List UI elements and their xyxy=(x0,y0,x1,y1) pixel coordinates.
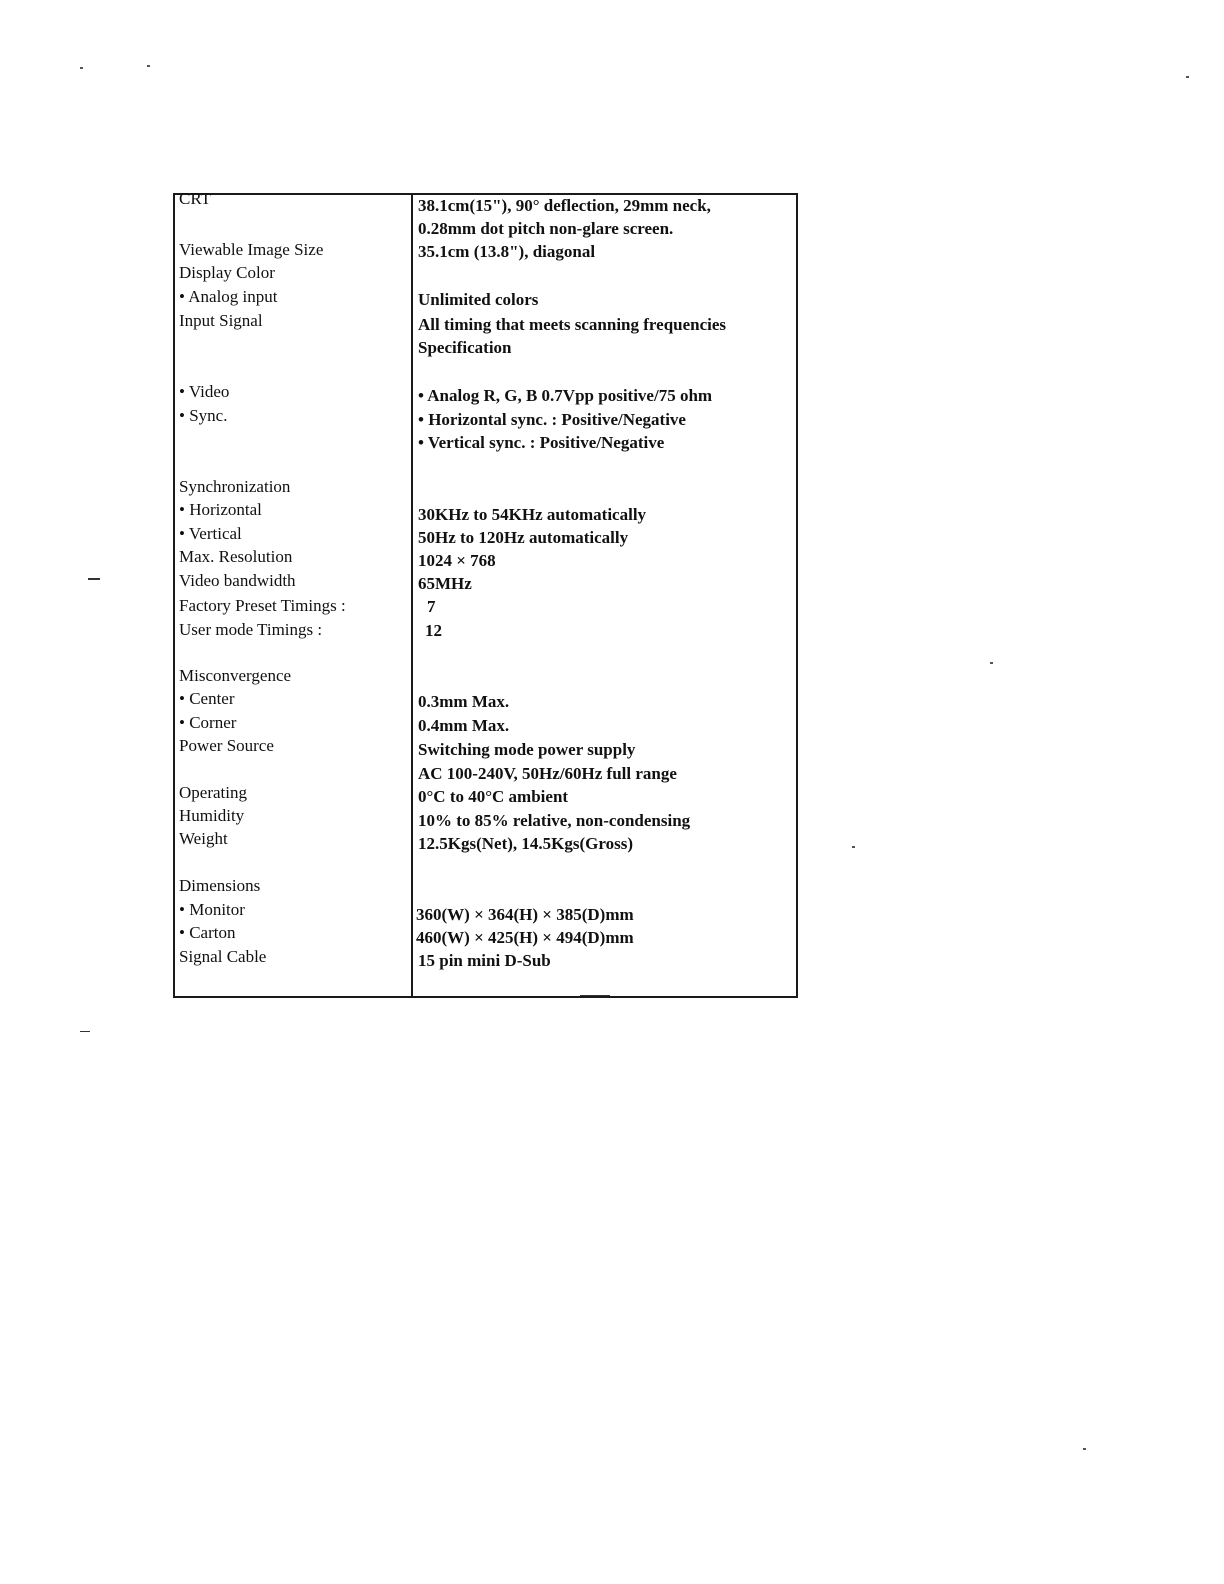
value-operating: 0°C to 40°C ambient xyxy=(418,787,569,806)
scan-speck xyxy=(852,846,855,848)
value-video-bandwidth: 65MHz xyxy=(418,574,472,593)
label-operating: Operating xyxy=(179,783,247,802)
label-synchronization: Synchronization xyxy=(179,477,291,496)
value-viewable-image-size: 35.1cm (13.8"), diagonal xyxy=(418,242,596,261)
label-video-bandwidth: Video bandwidth xyxy=(179,571,296,590)
value-crt-line1: 38.1cm(15"), 90° deflection, 29mm neck, xyxy=(418,196,711,215)
column-divider xyxy=(411,193,413,998)
value-carton: 460(W) × 425(H) × 494(D)mm xyxy=(416,928,634,947)
value-monitor: 360(W) × 364(H) × 385(D)mm xyxy=(416,905,634,924)
scan-speck xyxy=(80,67,83,69)
label-horizontal: • Horizontal xyxy=(179,500,262,519)
scan-speck xyxy=(1083,1448,1086,1450)
label-signal-cable: Signal Cable xyxy=(179,947,267,966)
value-humidity: 10% to 85% relative, non-condensing xyxy=(418,811,691,830)
label-weight: Weight xyxy=(179,829,228,848)
label-factory-preset-timings: Factory Preset Timings : xyxy=(179,596,346,615)
value-power-source-line2: AC 100-240V, 50Hz/60Hz full range xyxy=(418,764,677,783)
value-corner: 0.4mm Max. xyxy=(418,716,510,735)
value-horizontal: 30KHz to 54KHz automatically xyxy=(418,505,647,524)
label-user-mode-timings: User mode Timings : xyxy=(179,620,323,639)
value-input-signal-line2: Specification xyxy=(418,338,512,357)
value-max-resolution: 1024 × 768 xyxy=(418,551,496,570)
value-weight: 12.5Kgs(Net), 14.5Kgs(Gross) xyxy=(418,834,633,853)
value-horizontal-sync: • Horizontal sync. : Positive/Negative xyxy=(418,410,686,429)
value-signal-cable: 15 pin mini D-Sub xyxy=(418,951,551,970)
value-input-signal-line1: All timing that meets scanning frequencies xyxy=(418,315,727,334)
label-crt: CRT xyxy=(179,189,212,208)
label-monitor: • Monitor xyxy=(179,900,245,919)
label-input-signal: Input Signal xyxy=(179,311,263,330)
label-corner: • Corner xyxy=(179,713,237,732)
label-vertical: • Vertical xyxy=(179,524,242,543)
value-factory-preset-timings: 7 xyxy=(427,597,436,616)
label-misconvergence: Misconvergence xyxy=(179,666,292,685)
label-analog-input: • Analog input xyxy=(179,287,278,306)
value-center: 0.3mm Max. xyxy=(418,692,510,711)
value-vertical-sync: • Vertical sync. : Positive/Negative xyxy=(418,433,665,452)
value-vertical: 50Hz to 120Hz automatically xyxy=(418,528,629,547)
scan-mark xyxy=(88,578,100,580)
value-power-source-line1: Switching mode power supply xyxy=(418,740,636,759)
value-user-mode-timings: 12 xyxy=(425,621,442,640)
scan-speck xyxy=(1186,76,1189,78)
value-crt-line2: 0.28mm dot pitch non-glare screen. xyxy=(418,219,674,238)
label-video: • Video xyxy=(179,382,230,401)
label-max-resolution: Max. Resolution xyxy=(179,547,293,566)
label-carton: • Carton xyxy=(179,923,236,942)
value-analog-input: Unlimited colors xyxy=(418,290,539,309)
scan-mark xyxy=(80,1031,90,1032)
label-center: • Center xyxy=(179,689,235,708)
label-display-color: Display Color xyxy=(179,263,275,282)
scan-speck xyxy=(147,65,150,67)
value-video: • Analog R, G, B 0.7Vpp positive/75 ohm xyxy=(418,386,713,405)
label-dimensions: Dimensions xyxy=(179,876,261,895)
scan-speck xyxy=(990,662,993,664)
label-viewable-image-size: Viewable Image Size xyxy=(179,240,324,259)
label-humidity: Humidity xyxy=(179,806,245,825)
label-power-source: Power Source xyxy=(179,736,274,755)
scan-mark xyxy=(580,995,610,996)
label-sync: • Sync. xyxy=(179,406,228,425)
